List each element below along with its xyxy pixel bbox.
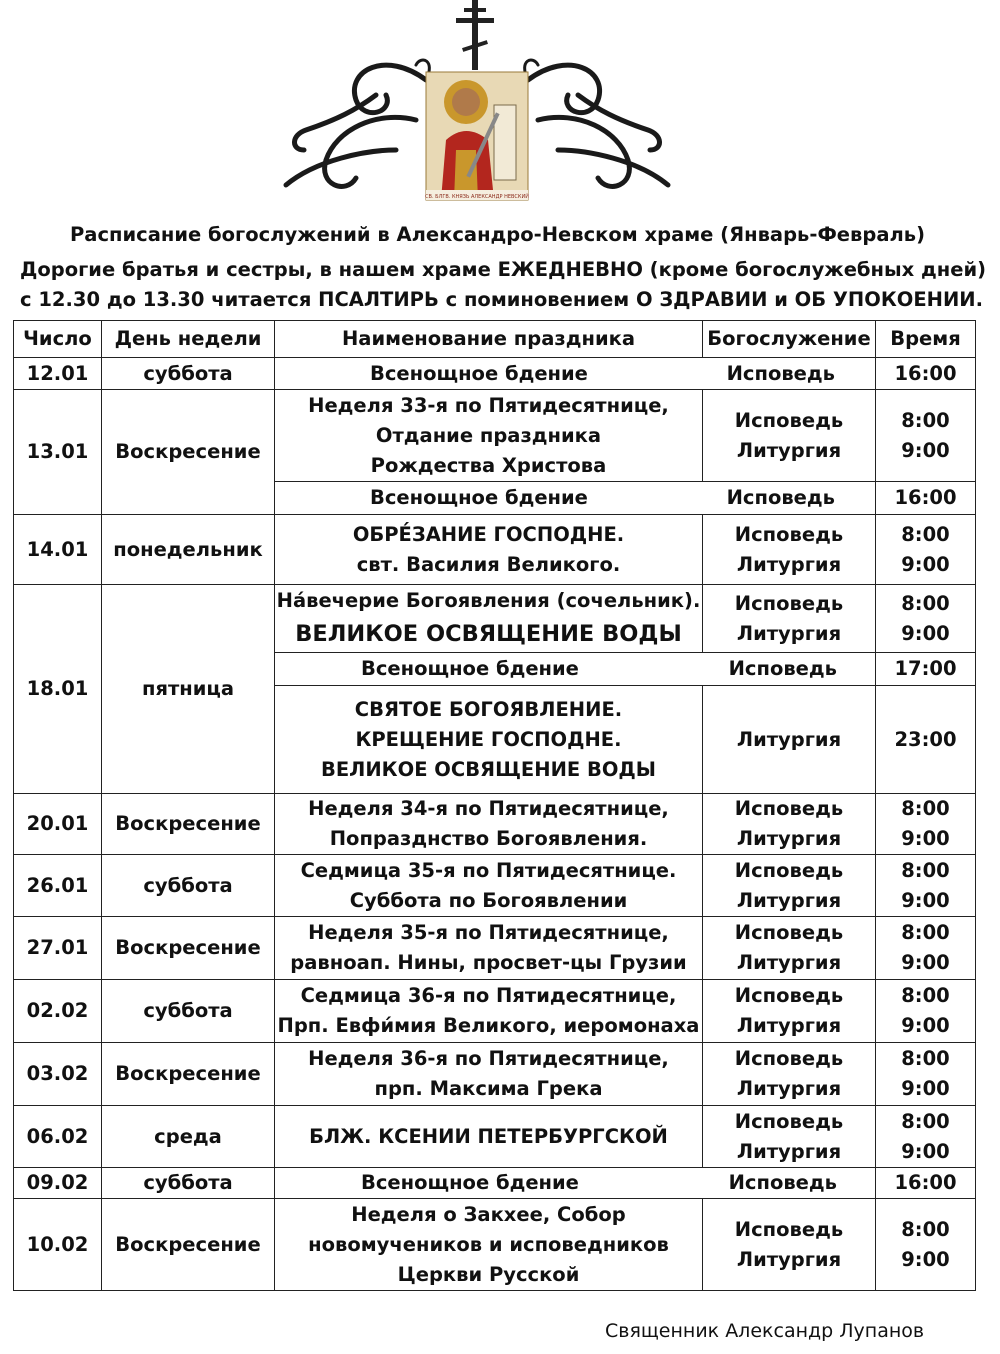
date-cell: 06.02 (14, 1106, 102, 1168)
service-cell (703, 1199, 876, 1291)
time-cell (876, 1106, 976, 1168)
service-line: Литургия (736, 1014, 842, 1037)
feast-line: Попразднство Богоявления. (329, 827, 648, 850)
date-cell: 12.01 (14, 358, 102, 390)
service-line: Исповедь (734, 1217, 844, 1241)
table-row (14, 1106, 976, 1168)
table-row (14, 390, 976, 482)
time-line: 9:00 (901, 888, 950, 912)
service-line: Литургия (736, 621, 842, 645)
right-scroll-ornament-icon (525, 60, 668, 186)
weekday-cell: суббота (102, 855, 275, 917)
feast-line: свт. Василия Великого. (356, 552, 621, 576)
feast-line: Прп. Евфи́мия Великого, иеромонаха (277, 1014, 700, 1037)
column-header-feast: Наименование праздника (275, 321, 703, 358)
service-cell (703, 585, 876, 653)
time-line: 9:00 (901, 1077, 950, 1100)
feast-line: ОБРЕ́ЗАНИЕ ГОСПОДНЕ. (352, 522, 625, 546)
feast-cell (275, 585, 703, 653)
time-cell: 16:00 (876, 358, 976, 390)
time-cell: 17:00 (876, 653, 976, 686)
weekday-cell: среда (102, 1106, 275, 1168)
weekday-cell: Воскресение (102, 794, 275, 855)
table-row (14, 917, 976, 980)
feast-service-cell (275, 482, 876, 515)
column-header-weekday: День недели (102, 321, 275, 358)
date-cell: 09.02 (14, 1168, 102, 1199)
feast-cell (275, 515, 703, 585)
time-line: 9:00 (901, 438, 950, 462)
column-header-service: Богослужение (703, 321, 876, 358)
date-cell: 13.01 (14, 390, 102, 515)
service-line: Исповедь (734, 591, 844, 615)
service-cell (703, 1043, 876, 1106)
service-line: Литургия (736, 1247, 842, 1271)
time-cell: 23:00 (876, 686, 976, 794)
service-cell (703, 515, 876, 585)
svg-text:СВ. БЛГВ. КНЯЗЬ АЛЕКСАНДР НЕВС: СВ. БЛГВ. КНЯЗЬ АЛЕКСАНДР НЕВСКИЙ (425, 194, 529, 200)
time-cell (876, 515, 976, 585)
table-row (14, 980, 976, 1043)
time-line: 8:00 (901, 1047, 950, 1070)
feast-line: Седмица 36-я по Пятидесятнице, (300, 984, 677, 1007)
feast-line: Отдание праздника (375, 423, 602, 447)
feast-line: ВЕЛИКОЕ ОСВЯЩЕНИЕ ВОДЫ (320, 757, 657, 781)
time-cell (876, 917, 976, 980)
weekday-cell: понедельник (102, 515, 275, 585)
date-cell: 02.02 (14, 980, 102, 1043)
time-line: 8:00 (901, 591, 950, 615)
table-row (14, 1199, 976, 1291)
service-text: Исповедь (728, 1171, 837, 1194)
feast-text: Всенощное бдение (370, 486, 588, 509)
page-title: Расписание богослужений в Александро-Невском храме (Январь-Февраль) (70, 223, 926, 246)
service-line: Литургия (736, 1139, 842, 1163)
weekday-cell: Воскресение (102, 917, 275, 980)
service-cell (703, 917, 876, 980)
schedule-table (13, 320, 976, 1291)
feast-line: новомучеников и исповедников (308, 1232, 669, 1256)
table-row (14, 585, 976, 653)
feast-line: Неделя 35-я по Пятидесятнице, (308, 921, 669, 944)
feast-service-cell (275, 1168, 876, 1199)
weekday-cell: пятница (102, 585, 275, 794)
feast-service-cell (275, 653, 876, 686)
service-line: Литургия (736, 438, 842, 462)
time-cell (876, 855, 976, 917)
table-header-row (14, 321, 976, 358)
time-line: 8:00 (901, 858, 950, 882)
service-cell: Литургия (703, 686, 876, 794)
time-cell (876, 1199, 976, 1291)
service-text: Исповедь (726, 486, 835, 509)
time-line: 9:00 (901, 951, 950, 974)
service-line: Исповедь (734, 522, 844, 546)
service-cell (703, 390, 876, 482)
time-cell: 16:00 (876, 482, 976, 515)
psalter-notice-line1: Дорогие братья и сестры, в нашем храме ЕЖЕДНЕВНО (кроме богослужебных дней) (20, 258, 987, 281)
feast-line: Неделя 33-я по Пятидесятнице, (308, 393, 669, 417)
table-row (14, 515, 976, 585)
date-cell: 26.01 (14, 855, 102, 917)
table-row (14, 794, 976, 855)
feast-line: Неделя 36-я по Пятидесятнице, (308, 1047, 669, 1070)
feast-cell (275, 1106, 703, 1168)
service-line: Литургия (736, 951, 842, 974)
weekday-cell: Воскресение (102, 1043, 275, 1106)
column-header-time: Время (876, 321, 976, 358)
time-line: 9:00 (901, 552, 950, 576)
table-row (14, 358, 976, 390)
feast-line: Рождества Христова (370, 453, 607, 477)
service-line: Исповедь (734, 408, 844, 432)
date-cell: 27.01 (14, 917, 102, 980)
weekday-cell: Воскресение (102, 1199, 275, 1291)
orthodox-cross-icon (456, 0, 494, 70)
date-cell: 20.01 (14, 794, 102, 855)
time-line: 8:00 (901, 522, 950, 546)
psalter-notice-line2: с 12.30 до 13.30 читается ПСАЛТИРЬ с поминовением О ЗДРАВИИ и ОБ УПОКОЕНИИ. (20, 288, 984, 311)
signature: Священник Александр Лупанов (605, 1320, 925, 1342)
feast-line: КРЕЩЕНИЕ ГОСПОДНЕ. (355, 727, 622, 751)
time-line: 9:00 (901, 621, 950, 645)
service-text: Исповедь (728, 657, 837, 680)
time-cell (876, 794, 976, 855)
weekday-cell: суббота (102, 980, 275, 1043)
time-cell: 16:00 (876, 1168, 976, 1199)
feast-cell (275, 1043, 703, 1106)
service-line: Исповедь (734, 984, 844, 1007)
feast-cell (275, 794, 703, 855)
date-cell: 10.02 (14, 1199, 102, 1291)
feast-line: Неделя 34-я по Пятидесятнице, (308, 797, 669, 820)
saint-icon-image (425, 72, 529, 200)
service-line: Исповедь (734, 1047, 844, 1070)
weekday-cell: суббота (102, 358, 275, 390)
feast-cell (275, 686, 703, 794)
feast-text: Всенощное бдение (361, 657, 579, 680)
feast-line: БЛЖ. КСЕНИИ ПЕТЕРБУРГСКОЙ (309, 1124, 668, 1148)
time-line: 8:00 (901, 1217, 950, 1241)
service-cell (703, 980, 876, 1043)
service-line: Литургия (736, 552, 842, 576)
feast-line: СВЯТОЕ БОГОЯВЛЕНИЕ. (354, 697, 623, 721)
feast-text: Всенощное бдение (370, 361, 588, 385)
time-line: 8:00 (901, 797, 950, 820)
feast-cell (275, 855, 703, 917)
table-row (14, 1043, 976, 1106)
feast-line: Неделя о Закхее, Собор (351, 1202, 626, 1226)
time-line: 8:00 (901, 408, 950, 432)
table-row (14, 855, 976, 917)
time-cell (876, 1043, 976, 1106)
weekday-cell: Воскресение (102, 390, 275, 515)
time-line: 8:00 (901, 984, 950, 1007)
service-cell (703, 855, 876, 917)
feast-line: ВЕЛИКОЕ ОСВЯЩЕНИЕ ВОДЫ (295, 620, 682, 647)
service-line: Литургия (736, 1077, 842, 1100)
time-line: 9:00 (901, 1139, 950, 1163)
time-line: 9:00 (901, 1014, 950, 1037)
feast-line: Суббота по Богоявлении (349, 888, 628, 912)
date-cell: 03.02 (14, 1043, 102, 1106)
service-text: Исповедь (726, 361, 835, 385)
feast-line: Церкви Русской (397, 1262, 580, 1286)
feast-cell (275, 1199, 703, 1291)
service-line: Исповедь (734, 858, 844, 882)
service-line: Исповедь (734, 1109, 844, 1133)
column-header-date: Число (14, 321, 102, 358)
feast-line: прп. Максима Грека (374, 1077, 603, 1100)
time-line: 9:00 (901, 1247, 950, 1271)
feast-text: Всенощное бдение (361, 1171, 579, 1194)
feast-line: Седмица 35-я по Пятидесятнице. (300, 858, 677, 882)
service-cell (703, 1106, 876, 1168)
header-ornament (276, 0, 678, 202)
feast-cell (275, 390, 703, 482)
feast-line: равноап. Нины, просвет-цы Грузии (290, 951, 687, 974)
service-line: Исповедь (734, 921, 844, 944)
time-line: 8:00 (901, 921, 950, 944)
feast-cell (275, 980, 703, 1043)
weekday-cell: суббота (102, 1168, 275, 1199)
service-line: Литургия (736, 827, 842, 850)
time-cell (876, 980, 976, 1043)
date-cell: 14.01 (14, 515, 102, 585)
time-line: 9:00 (901, 827, 950, 850)
time-line: 8:00 (901, 1109, 950, 1133)
feast-line: На́вечерие Богоявления (сочельник). (276, 588, 701, 612)
feast-cell (275, 917, 703, 980)
table-row (14, 1168, 976, 1199)
feast-service-cell (275, 358, 876, 390)
left-scroll-ornament-icon (286, 60, 429, 186)
date-cell: 18.01 (14, 585, 102, 794)
service-line: Литургия (736, 888, 842, 912)
time-cell (876, 390, 976, 482)
service-cell (703, 794, 876, 855)
service-line: Исповедь (734, 797, 844, 820)
time-cell (876, 585, 976, 653)
